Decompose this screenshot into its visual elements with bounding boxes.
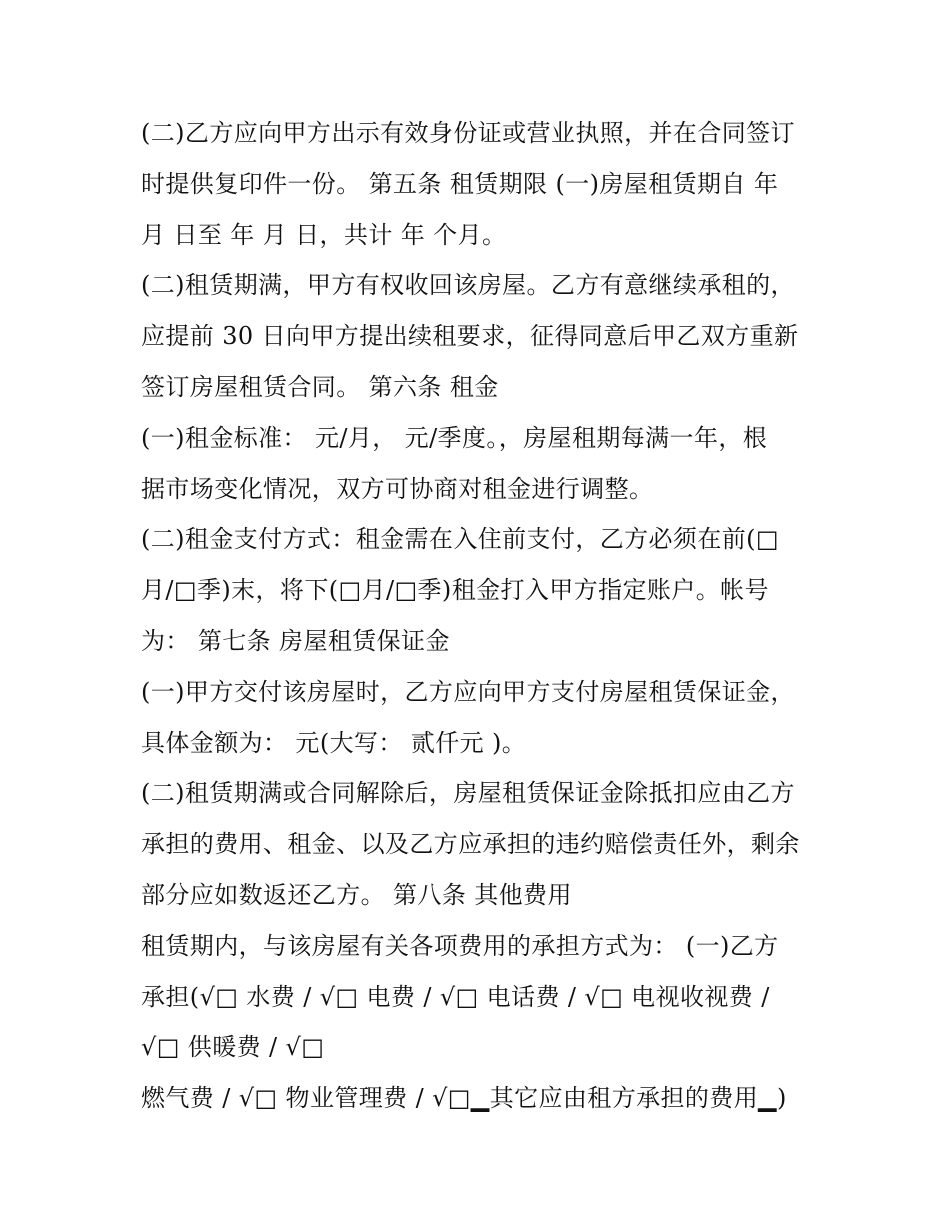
text-line: (二)租金支付方式：租金需在入住前支付，乙方必须在前(□ bbox=[141, 525, 779, 554]
text-line: (一)甲方交付该房屋时，乙方应向甲方支付房屋租赁保证金， bbox=[141, 677, 795, 706]
text-line: 时提供复印件一份。 第五条 租赁期限 (一)房屋租赁期自 年 bbox=[141, 169, 779, 198]
text-line: 承担的费用、租金、以及乙方应承担的违约赔偿责任外，剩余 bbox=[141, 830, 800, 859]
text-line: 月/□季)末，将下(□月/□季)租金打入甲方指定账户。帐号 bbox=[141, 576, 769, 605]
text-line: (二)乙方应向甲方出示有效身份证或营业执照，并在合同签订 bbox=[141, 119, 795, 147]
text-line: √□ 供暖费 / √□ bbox=[141, 1033, 325, 1062]
text-line: 为： 第七条 房屋租赁保证金 bbox=[141, 626, 450, 655]
text-line: 应提前 30 日向甲方提出续租要求，征得同意后甲乙双方重新 bbox=[141, 322, 799, 351]
text-line: (二)租赁期满，甲方有权收回该房屋。乙方有意继续承租的， bbox=[141, 271, 795, 300]
text-line: 租赁期内，与该房屋有关各项费用的承担方式为： (一)乙方 bbox=[141, 931, 779, 960]
text-line: 据市场变化情况，双方可协商对租金进行调整。 bbox=[141, 474, 654, 503]
text-line: 承担(√□ 水费 / √□ 电费 / √□ 电话费 / √□ 电视收视费 / bbox=[141, 982, 770, 1011]
text-line: 具体金额为： 元(大写： 贰仟元 )。 bbox=[141, 728, 527, 757]
text-line: 签订房屋租赁合同。 第六条 租金 bbox=[141, 372, 499, 401]
text-line: (一)租金标准： 元/月， 元/季度。，房屋租期每满一年，根 bbox=[141, 423, 768, 452]
text-line: 月 日至 年 月 日，共计 年 个月。 bbox=[141, 220, 507, 249]
contract-body bbox=[141, 108, 831, 1124]
text-line: 燃气费 / √□ 物业管理费 / √□▁其它应由租方承担的费用▁) bbox=[141, 1084, 787, 1113]
text-line: 部分应如数返还乙方。 第八条 其他费用 bbox=[141, 880, 572, 909]
text-line: (二)租赁期满或合同解除后，房屋租赁保证金除抵扣应由乙方 bbox=[141, 779, 795, 808]
